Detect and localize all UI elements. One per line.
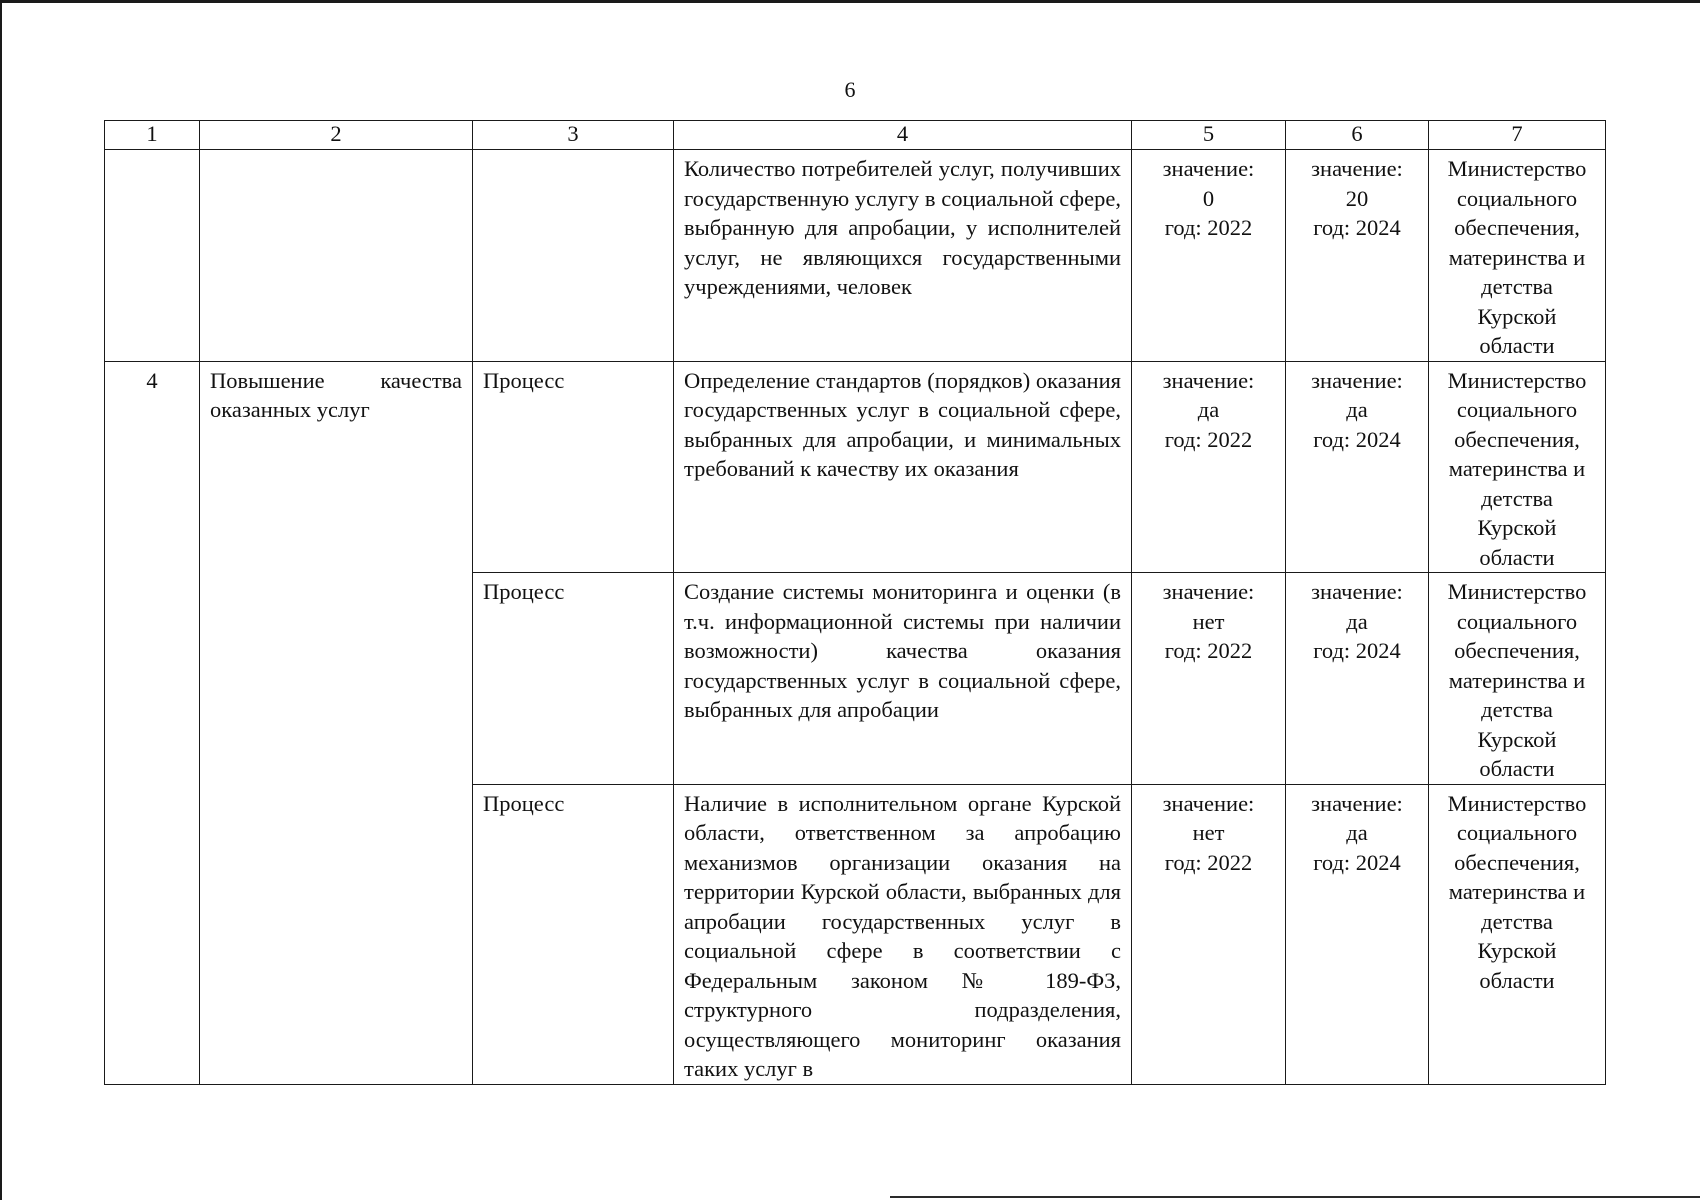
responsible-line: области bbox=[1479, 756, 1555, 781]
responsible-cell bbox=[1429, 150, 1606, 362]
page-number: 6 bbox=[844, 77, 856, 102]
indicator-name-cell: Наличие в исполнительном органе Курской области, ответственном за апробацию механизмов организации оказания на территории Курской области, выбранных для апробации государственных услуг в социальной сфере в соответствии с Федеральным законом № 189-ФЗ, структурного подразделения, осуществляющего мониторинг оказания таких услуг в bbox=[674, 784, 1132, 1084]
column-number-7: 7 bbox=[1429, 121, 1606, 150]
responsible-line: материнства и bbox=[1448, 244, 1586, 270]
base-value-cell bbox=[1132, 784, 1286, 1084]
responsible-cell bbox=[1429, 361, 1606, 573]
column-number-4: 4 bbox=[674, 121, 1132, 150]
column-number-3: 3 bbox=[473, 121, 674, 150]
year: год: 2024 bbox=[1313, 638, 1401, 663]
value-label: значение: bbox=[1311, 579, 1403, 604]
responsible-line: детства bbox=[1481, 908, 1553, 934]
table-row bbox=[105, 361, 1606, 573]
responsible-line: области bbox=[1479, 333, 1555, 358]
indicator-type-cell: Процесс bbox=[473, 573, 674, 785]
responsible-line: социального bbox=[1456, 397, 1578, 422]
base-value-cell bbox=[1132, 573, 1286, 785]
value-label: значение: bbox=[1311, 367, 1403, 393]
task-name-cell: Повышение качества оказанных услуг bbox=[200, 361, 473, 1084]
responsible-line: детства bbox=[1481, 274, 1553, 299]
responsible-line: детства bbox=[1481, 697, 1553, 722]
responsible-line: Министерство bbox=[1447, 790, 1587, 816]
value-label: значение: bbox=[1162, 790, 1255, 816]
year: год: 2022 bbox=[1164, 426, 1253, 452]
value: да bbox=[1346, 608, 1368, 634]
indicator-name-cell: Создание системы мониторинга и оценки (в т.ч. информационной системы при наличии возможности) качества оказания государственных услуг в социальной сфере, выбранных для апробации bbox=[674, 573, 1132, 785]
responsible-line: обеспечения, bbox=[1454, 215, 1580, 240]
responsible-line: материнства и bbox=[1448, 456, 1586, 481]
responsible-line: материнства и bbox=[1448, 667, 1586, 693]
responsible-line: области bbox=[1479, 967, 1555, 993]
scan-edge-left bbox=[0, 0, 2, 1200]
year: год: 2024 bbox=[1313, 849, 1401, 875]
responsible-line: обеспечения, bbox=[1454, 426, 1580, 452]
responsible-line: Курской bbox=[1477, 726, 1557, 752]
responsible-line: Министерство bbox=[1447, 156, 1587, 181]
indicator-type-cell: Процесс bbox=[473, 361, 674, 573]
responsible-line: обеспечения, bbox=[1454, 849, 1580, 875]
responsible-line: обеспечения, bbox=[1454, 638, 1580, 663]
indicators-table bbox=[104, 120, 1606, 1085]
base-value-cell bbox=[1132, 361, 1286, 573]
scan-edge-bottom bbox=[890, 1196, 1700, 1198]
value: нет bbox=[1192, 608, 1225, 634]
indicator-name-cell: Определение стандартов (порядков) оказания государственных услуг в социальной сфере, выбранных для апробации, и минимальных требований к качеству их оказания bbox=[674, 361, 1132, 573]
responsible-line: Курской bbox=[1477, 515, 1557, 540]
column-number-5: 5 bbox=[1132, 121, 1286, 150]
value: 0 bbox=[1202, 185, 1215, 211]
year: год: 2024 bbox=[1313, 426, 1401, 452]
indicator-type-cell: Процесс bbox=[473, 784, 674, 1084]
value-label: значение: bbox=[1162, 156, 1255, 181]
task-name-cell bbox=[200, 150, 473, 362]
responsible-line: Курской bbox=[1477, 938, 1557, 963]
responsible-line: области bbox=[1479, 544, 1555, 570]
responsible-line: социального bbox=[1456, 608, 1578, 634]
target-value-cell bbox=[1286, 784, 1429, 1084]
value: да bbox=[1346, 820, 1368, 845]
responsible-line: Курской bbox=[1477, 303, 1557, 329]
value: да bbox=[1197, 397, 1220, 422]
responsible-line: детства bbox=[1481, 485, 1553, 511]
column-number-2: 2 bbox=[200, 121, 473, 150]
value-label: значение: bbox=[1311, 790, 1403, 816]
row-number-cell bbox=[105, 150, 200, 362]
year: год: 2024 bbox=[1313, 215, 1401, 240]
value-label: значение: bbox=[1162, 367, 1255, 393]
base-value-cell bbox=[1132, 150, 1286, 362]
responsible-line: социального bbox=[1456, 820, 1578, 845]
responsible-line: Министерство bbox=[1447, 367, 1587, 393]
value-label: значение: bbox=[1162, 579, 1255, 604]
column-number-6: 6 bbox=[1286, 121, 1429, 150]
table-header-row bbox=[105, 121, 1606, 150]
responsible-line: материнства и bbox=[1448, 879, 1586, 904]
responsible-cell bbox=[1429, 573, 1606, 785]
responsible-cell bbox=[1429, 784, 1606, 1084]
value: нет bbox=[1192, 820, 1225, 845]
row-number-cell: 4 bbox=[105, 361, 200, 1084]
responsible-line: социального bbox=[1456, 185, 1578, 211]
responsible-line: Министерство bbox=[1447, 579, 1587, 604]
value: 20 bbox=[1345, 185, 1369, 211]
target-value-cell bbox=[1286, 361, 1429, 573]
year: год: 2022 bbox=[1164, 638, 1253, 663]
year: год: 2022 bbox=[1164, 215, 1253, 240]
indicator-type-cell bbox=[473, 150, 674, 362]
value-label: значение: bbox=[1311, 156, 1403, 181]
indicator-name-cell: Количество потребителей услуг, получивших государственную услугу в социальной сфере, выбранную для апробации, у исполнителей услуг, не являющихся государственными учреждениями, человек bbox=[674, 150, 1132, 362]
table-row bbox=[105, 150, 1606, 362]
scan-edge-top bbox=[0, 0, 1700, 3]
year: год: 2022 bbox=[1164, 849, 1253, 875]
target-value-cell bbox=[1286, 150, 1429, 362]
target-value-cell bbox=[1286, 573, 1429, 785]
column-number-1: 1 bbox=[105, 121, 200, 150]
value: да bbox=[1346, 397, 1368, 422]
